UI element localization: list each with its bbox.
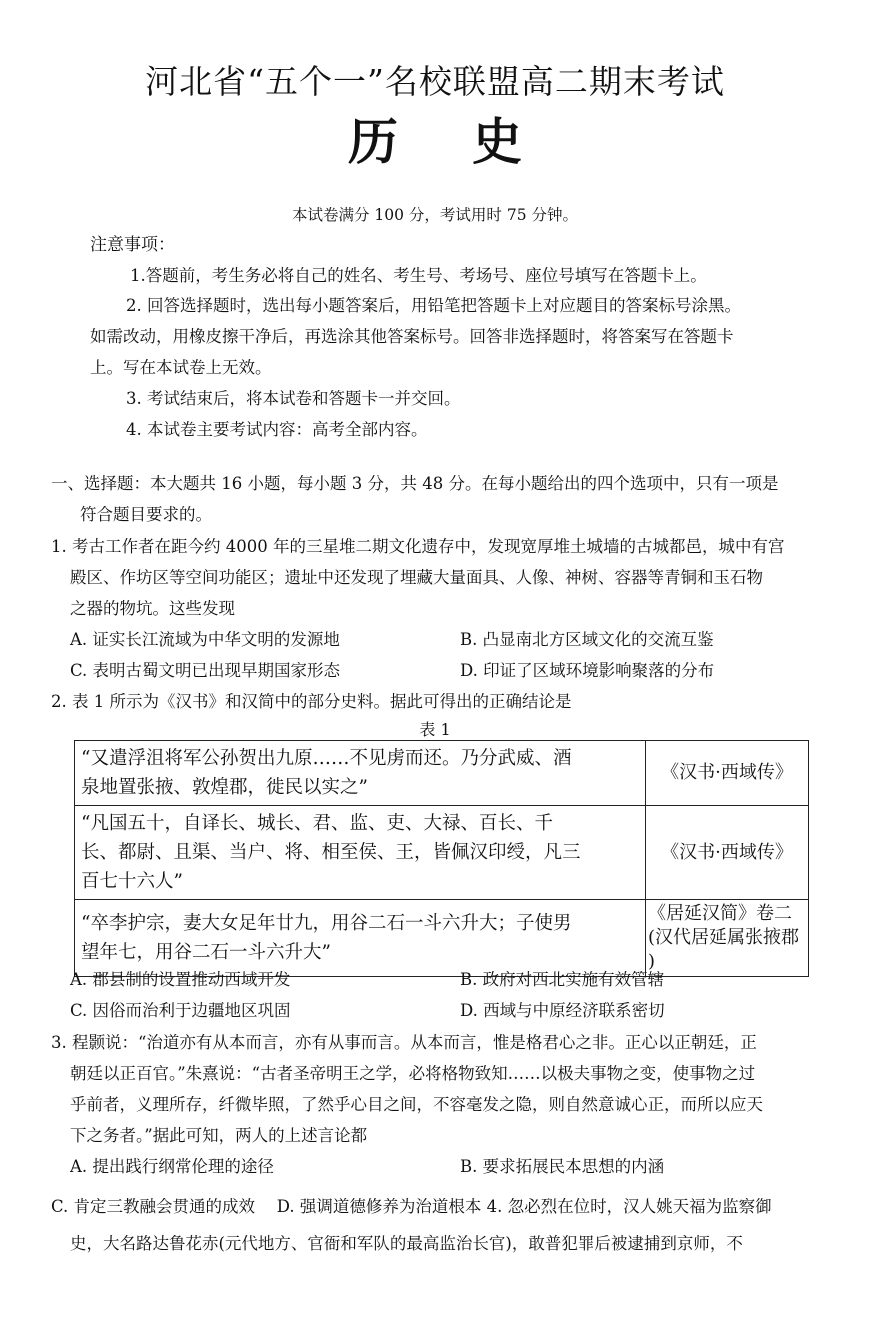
q3-options-cd-and-q4-start: C. 肯定三教融会贯通的成效 D. 强调道德修养为治道根本 4. 忽必烈在位时，汉人姚天福为监察御 xyxy=(51,1197,772,1216)
quote-line: 望年七，用谷二石一斗六升大” xyxy=(81,942,331,963)
table-row xyxy=(75,806,809,900)
table-quote-cell xyxy=(75,900,646,977)
source-line: (汉代居延属张掖郡 xyxy=(648,927,800,948)
q1-stem-line-2: 殿区、作坊区等空间功能区；遗址中还发现了埋藏大量面具、人像、神树、容器等青铜和玉石物 xyxy=(70,568,763,587)
table-quote-cell xyxy=(75,741,646,806)
q1-option-c: C. 表明古蜀文明已出现早期国家形态 xyxy=(70,661,341,680)
source-line: 《居延汉简》卷二 xyxy=(648,903,792,924)
exam-intro: 本试卷满分 100 分，考试用时 75 分钟。 xyxy=(291,206,579,224)
notice-item-2-line-3: 上。写在本试卷上无效。 xyxy=(90,358,272,377)
q3-stem-line-3: 乎前者，义理所存，纤微毕照，了然乎心目之间，不容毫发之隐，则自然意诚心正，而所以应天 xyxy=(70,1095,763,1114)
section-heading-line-1: 一、选择题：本大题共 16 小题，每小题 3 分，共 48 分。在每小题给出的四个选项中，只有一项是 xyxy=(51,474,779,493)
q4-stem-line-2: 史，大名路达鲁花赤(元代地方、官衙和军队的最高监治长官)，敢普犯罪后被逮捕到京师，不 xyxy=(70,1234,743,1253)
table-row xyxy=(75,741,809,806)
notice-item-1: 1.答题前，考生务必将自己的姓名、考生号、考场号、座位号填写在答题卡上。 xyxy=(130,266,707,285)
q3-option-a: A. 提出践行纲常伦理的途径 xyxy=(70,1157,274,1176)
notice-item-3: 3. 考试结束后，将本试卷和答题卡一并交回。 xyxy=(126,389,461,408)
source-line: 《汉书·西域传》 xyxy=(661,762,793,783)
quote-line: 泉地置张掖、敦煌郡，徙民以实之” xyxy=(81,777,368,798)
table-source-cell xyxy=(646,900,809,977)
section-heading-line-2: 符合题目要求的。 xyxy=(80,505,212,524)
q3-option-b: B. 要求拓展民本思想的内涵 xyxy=(460,1157,665,1176)
q2-option-b: B. 政府对西北实施有效管辖 xyxy=(460,970,665,989)
notice-heading: 注意事项： xyxy=(90,235,175,255)
quote-line: “又遣浮沮将军公孙贺出九原……不见虏而还。乃分武威、酒 xyxy=(81,748,572,769)
q2-option-c: C. 因俗而治利于边疆地区巩固 xyxy=(70,1001,291,1020)
notice-item-2-line-2: 如需改动，用橡皮擦干净后，再选涂其他答案标号。回答非选择题时，将答案写在答题卡 xyxy=(90,327,734,346)
q2-option-d: D. 西域与中原经济联系密切 xyxy=(460,1001,665,1020)
source-table xyxy=(74,740,809,977)
q3-stem-line-1: 3. 程颢说：“治道亦有从本而言，亦有从事而言。从本而言，惟是格君心之非。正心以正朝廷，正 xyxy=(51,1033,757,1052)
q1-option-d: D. 印证了区域环境影响聚落的分布 xyxy=(460,661,715,680)
table-source-cell xyxy=(646,806,809,900)
table-caption: 表 1 xyxy=(419,720,451,739)
quote-line: “卒李护宗，妻大女足年廿九，用谷二石一斗六升大；子使男 xyxy=(81,913,572,934)
notice-item-2-line-1: 2. 回答选择题时，选出每小题答案后，用铅笔把答题卡上对应题目的答案标号涂黑。 xyxy=(126,296,741,315)
q1-option-b: B. 凸显南北方区域文化的交流互鉴 xyxy=(460,630,714,649)
quote-line: 长、都尉、且渠、当户、将、相至侯、王，皆佩汉印绶，凡三 xyxy=(81,842,581,863)
q2-stem: 2. 表 1 所示为《汉书》和汉简中的部分史料。据此可得出的正确结论是 xyxy=(51,692,572,711)
source-line: ) xyxy=(648,951,656,972)
table-quote-cell xyxy=(75,806,646,900)
quote-line: “凡国五十，自译长、城长、君、监、吏、大禄、百长、千 xyxy=(81,813,553,834)
subject-title: 历史 xyxy=(348,112,596,171)
table-source-cell xyxy=(646,741,809,806)
q1-option-a: A. 证实长江流域为中华文明的发源地 xyxy=(70,630,340,649)
q3-stem-line-2: 朝廷以正百官。”朱熹说：“古者圣帝明王之学，必将格物致知……以极夫事物之变，使事物之过 xyxy=(70,1064,756,1083)
notice-item-4: 4. 本试卷主要考试内容：高考全部内容。 xyxy=(126,420,428,439)
q1-stem-line-3: 之器的物坑。这些发现 xyxy=(70,599,235,618)
q3-stem-line-4: 下之务者。”据此可知，两人的上述言论都 xyxy=(70,1126,368,1145)
exam-title: 河北省“五个一”名校联盟高二期末考试 xyxy=(145,62,725,101)
q2-option-a: A. 郡县制的设置推动西域开发 xyxy=(70,970,291,989)
table-row xyxy=(75,900,809,977)
q1-stem-line-1: 1. 考古工作者在距今约 4000 年的三星堆二期文化遗存中，发现宽厚堆土城墙的古城都邑，城中有宫 xyxy=(51,537,785,556)
source-line: 《汉书·西域传》 xyxy=(661,841,793,863)
quote-line: 百七十六人” xyxy=(81,871,183,892)
